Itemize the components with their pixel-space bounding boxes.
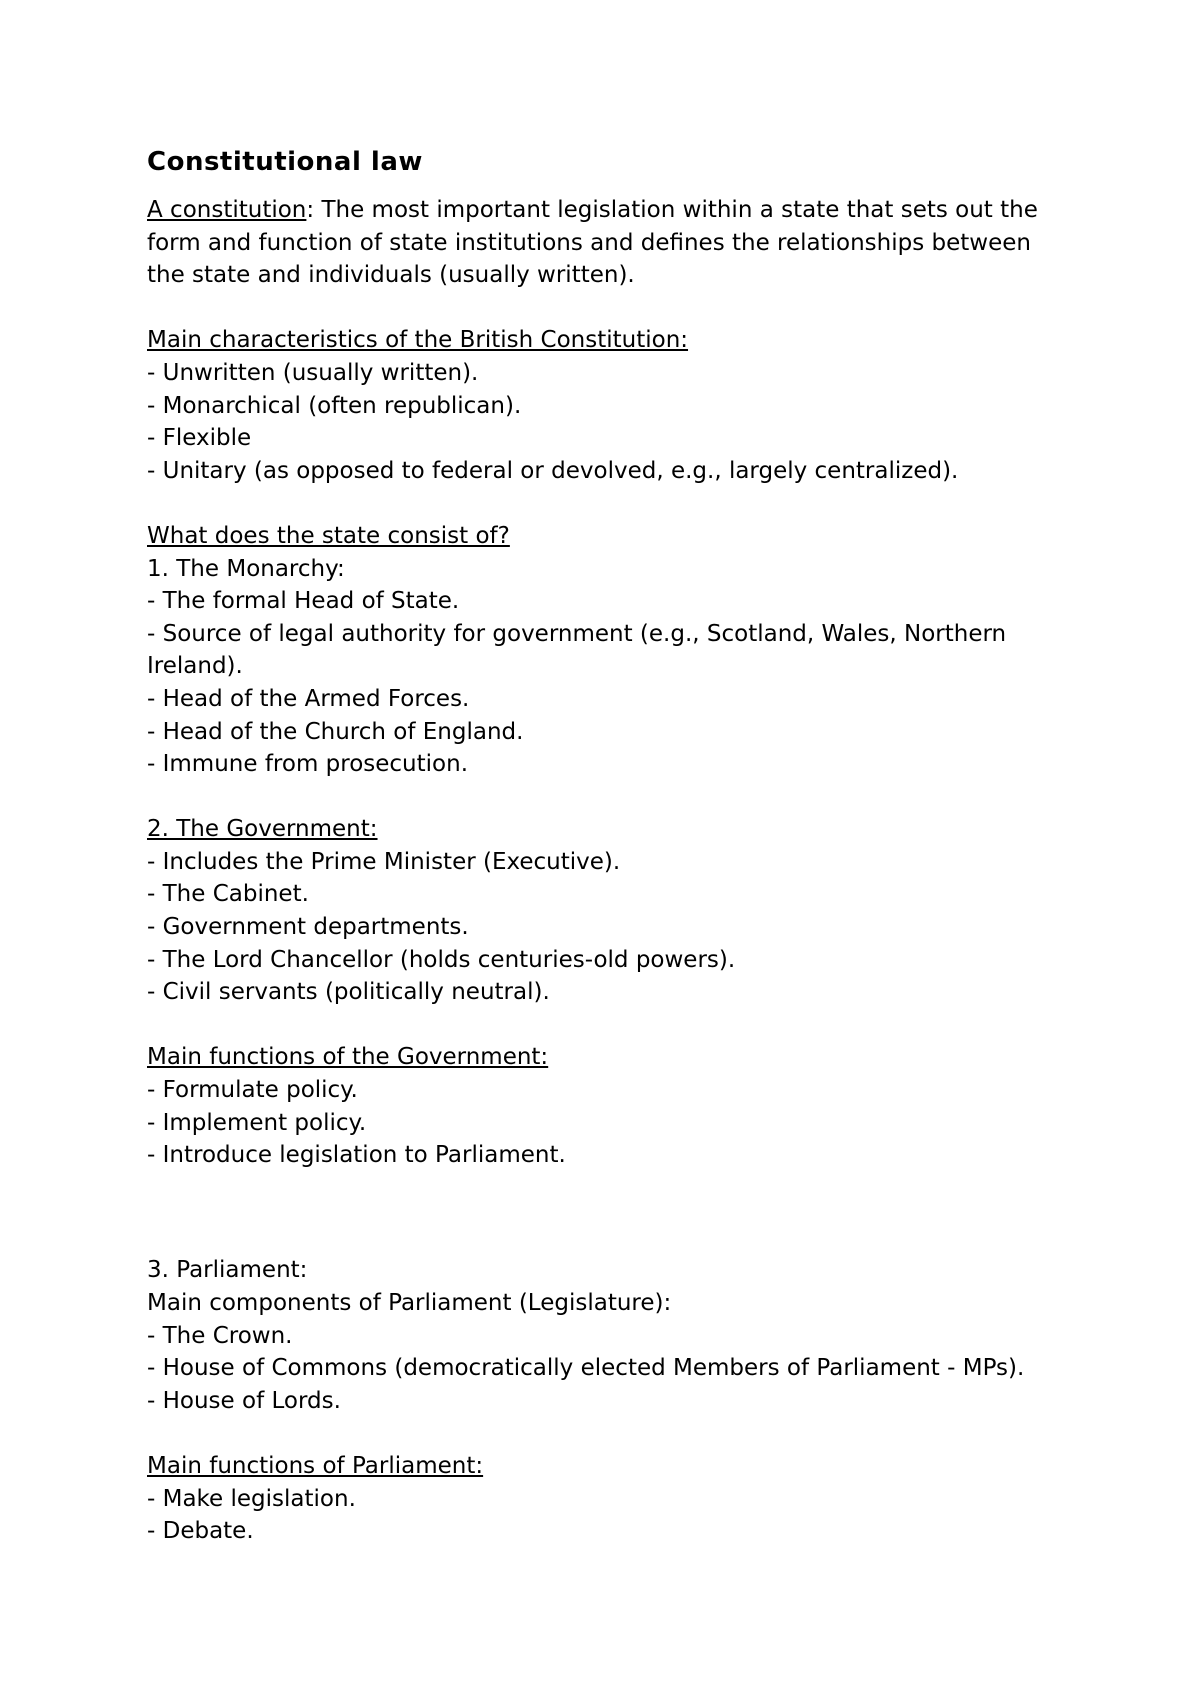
list-item: - Government departments. bbox=[147, 914, 469, 941]
list-item: - Unwritten (usually written). bbox=[147, 359, 479, 386]
list-item: - Immune from prosecution. bbox=[147, 751, 469, 778]
list-item: - Includes the Prime Minister (Executive). bbox=[147, 848, 621, 875]
state-heading: What does the state consist of? bbox=[147, 522, 510, 549]
monarchy-heading: 1. The Monarchy: bbox=[147, 555, 345, 582]
definition-term: A constitution bbox=[147, 197, 307, 223]
list-item: - Flexible bbox=[147, 425, 252, 452]
state-section bbox=[147, 520, 1067, 781]
spacer bbox=[147, 1222, 1067, 1255]
government-section bbox=[147, 813, 1067, 1009]
list-item: - Source of legal authority for government (e.g., Scotland, Wales, Northern Ireland). bbox=[147, 620, 1007, 680]
list-item: - Monarchical (often republican). bbox=[147, 392, 522, 419]
parliament-heading: 3. Parliament: bbox=[147, 1257, 308, 1284]
list-item: - The Lord Chancellor (holds centuries-old powers). bbox=[147, 946, 736, 973]
definition-text: : The most important legislation within a state that sets out the form and function of state institutions and defines the relationships between the state and individuals (usually written). bbox=[147, 197, 1038, 289]
list-item: - The formal Head of State. bbox=[147, 588, 460, 615]
list-item: - Introduce legislation to Parliament. bbox=[147, 1142, 566, 1169]
government-functions-section bbox=[147, 1041, 1067, 1171]
spacer bbox=[147, 487, 1067, 520]
list-item: - Head of the Armed Forces. bbox=[147, 685, 470, 712]
list-item: - Civil servants (politically neutral). bbox=[147, 979, 550, 1006]
list-item: - Head of the Church of England. bbox=[147, 718, 524, 745]
spacer bbox=[147, 1172, 1067, 1222]
list-item: - Implement policy. bbox=[147, 1109, 367, 1136]
government-functions-heading: Main functions of the Government: bbox=[147, 1044, 549, 1071]
document-page bbox=[147, 145, 1067, 1548]
characteristics-section bbox=[147, 324, 1067, 487]
parliament-subheading: Main components of Parliament (Legislature): bbox=[147, 1290, 672, 1316]
spacer bbox=[147, 781, 1067, 814]
list-item: - Debate. bbox=[147, 1518, 254, 1545]
parliament-section bbox=[147, 1254, 1067, 1417]
list-item: - Unitary (as opposed to federal or devolved, e.g., largely centralized). bbox=[147, 457, 959, 484]
list-item: - House of Commons (democratically elected Members of Parliament - MPs). bbox=[147, 1355, 1025, 1382]
document-title: Constitutional law bbox=[147, 147, 423, 177]
list-item: - House of Lords. bbox=[147, 1387, 341, 1414]
spacer bbox=[147, 1009, 1067, 1042]
spacer bbox=[147, 1417, 1067, 1450]
parliament-functions-heading: Main functions of Parliament: bbox=[147, 1452, 484, 1479]
government-heading: 2. The Government: bbox=[147, 816, 378, 843]
list-item: - Formulate policy. bbox=[147, 1077, 358, 1104]
parliament-functions-section bbox=[147, 1450, 1067, 1548]
constitution-definition bbox=[147, 194, 1067, 292]
characteristics-heading: Main characteristics of the British Constitution: bbox=[147, 327, 689, 354]
list-item: - The Cabinet. bbox=[147, 881, 309, 908]
list-item: - The Crown. bbox=[147, 1322, 293, 1349]
list-item: - Make legislation. bbox=[147, 1485, 356, 1512]
spacer bbox=[147, 292, 1067, 325]
